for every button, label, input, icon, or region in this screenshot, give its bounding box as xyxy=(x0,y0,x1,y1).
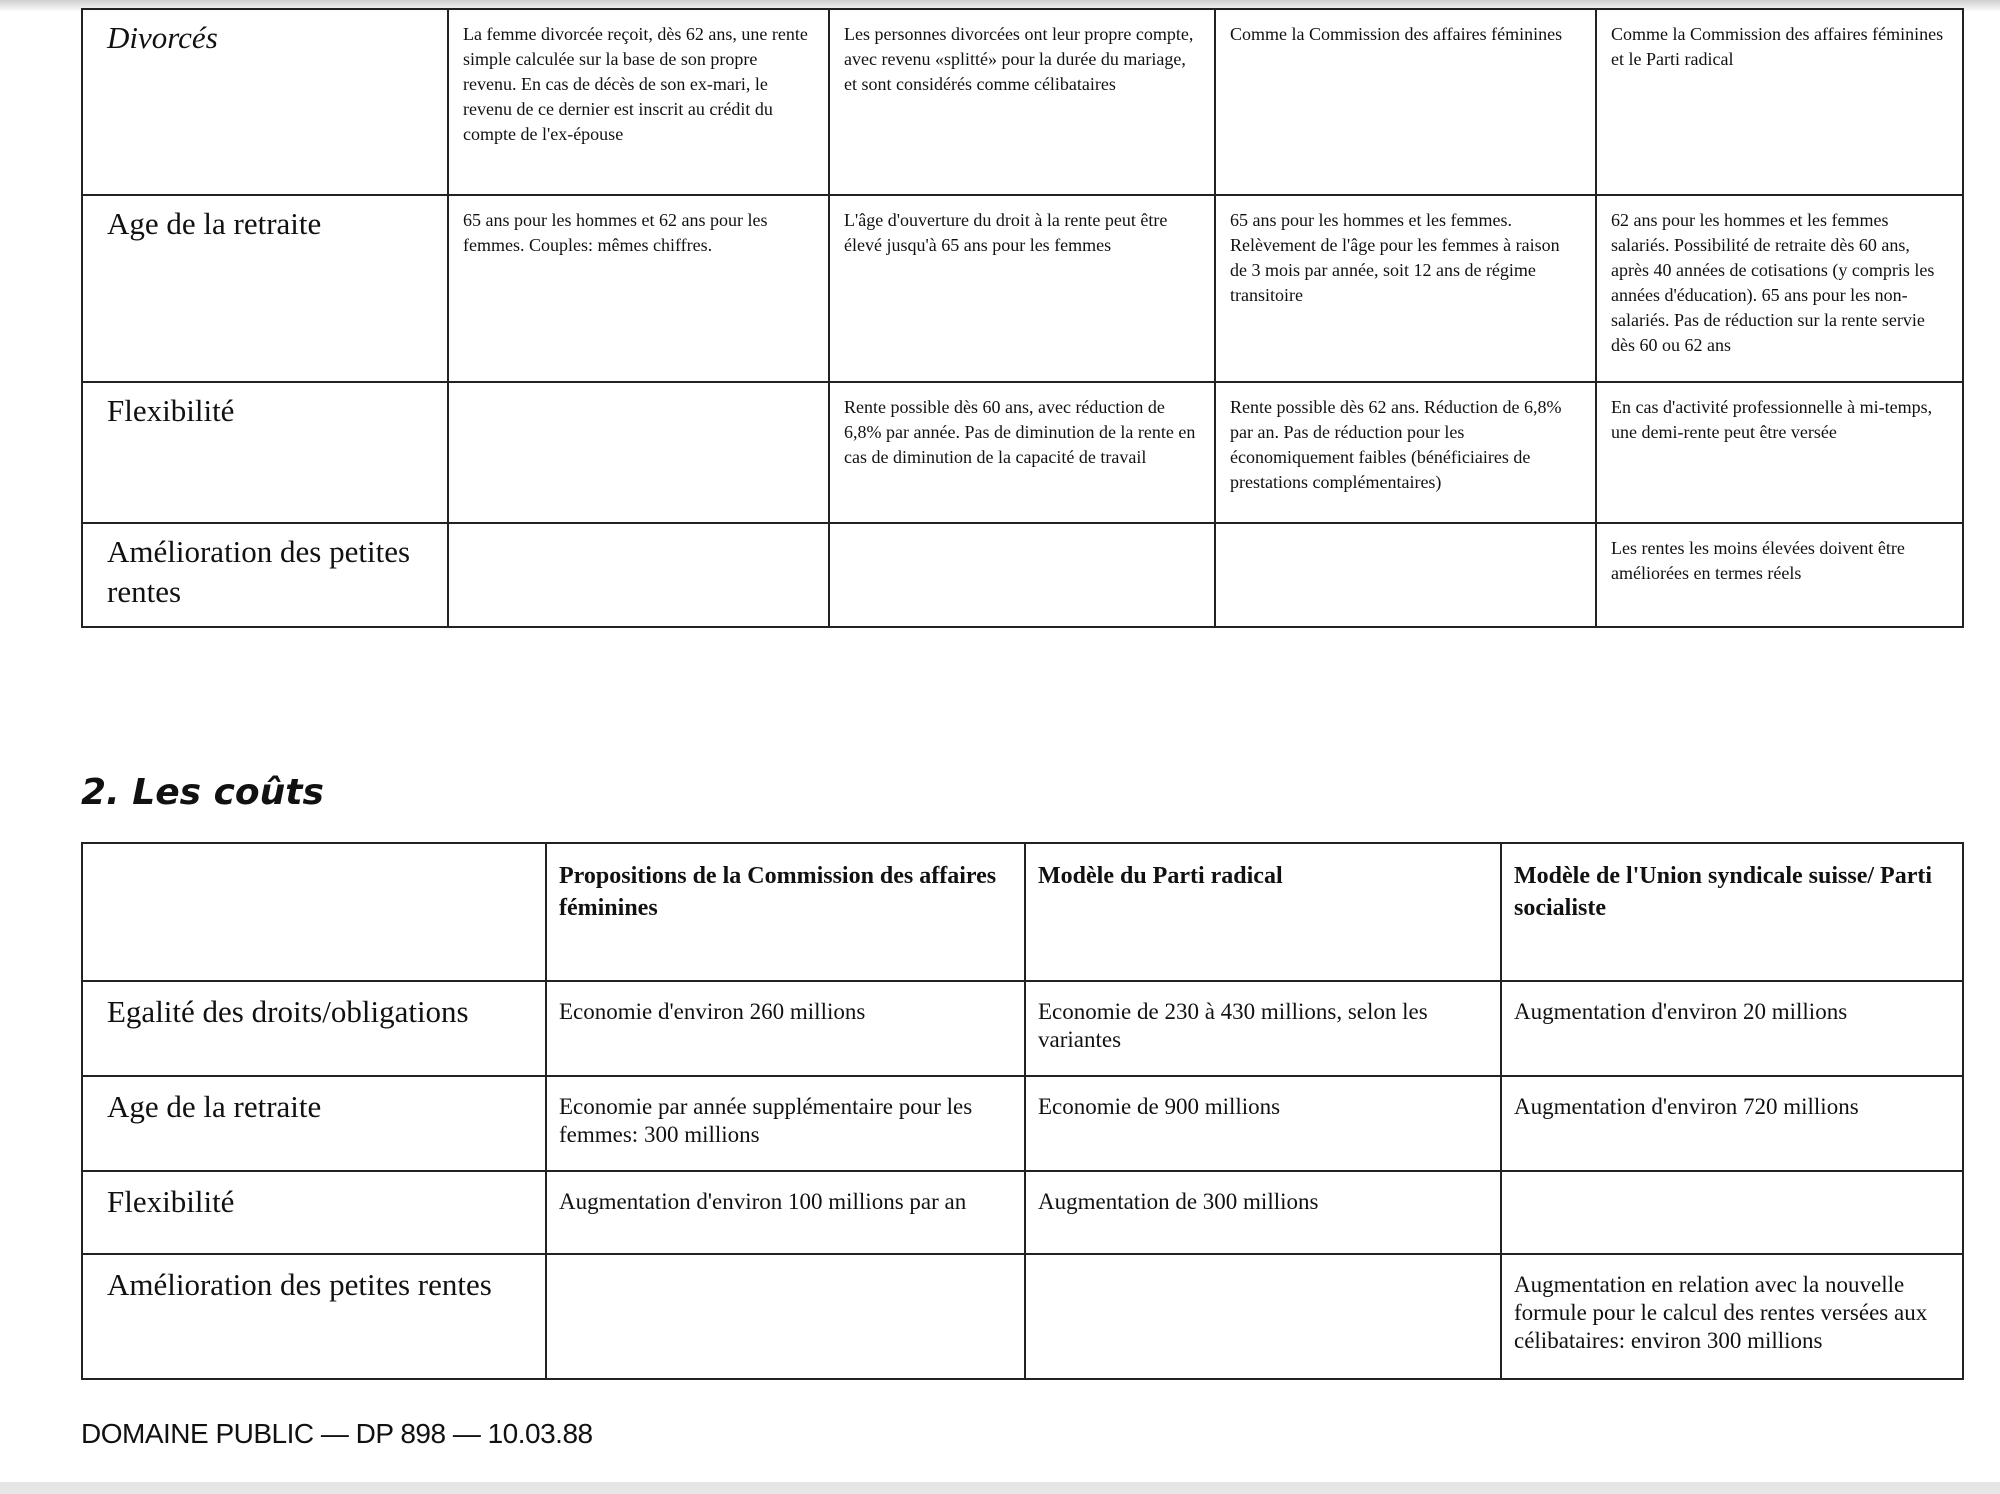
table-row xyxy=(82,523,1963,627)
costs-table xyxy=(81,842,1964,1380)
table-cell: En cas d'activité professionnelle à mi-temps, une demi-rente peut être versée xyxy=(1596,382,1963,523)
table-row xyxy=(82,195,1963,382)
table-cell: Augmentation en relation avec la nouvelle formule pour le calcul des rentes versées aux célibataires: environ 300 millions xyxy=(1501,1254,1963,1379)
table-cell xyxy=(1501,1171,1963,1254)
row-label: Flexibilité xyxy=(82,1171,546,1254)
table-row xyxy=(82,382,1963,523)
table-cell xyxy=(448,523,829,627)
table-header-row xyxy=(82,843,1963,981)
table-cell: Rente possible dès 62 ans. Réduction de 6,8% par an. Pas de réduction pour les économiquement faibles (bénéficiaires de prestations complémentaires) xyxy=(1215,382,1596,523)
table-cell xyxy=(546,1254,1025,1379)
row-label: Egalité des droits/obligations xyxy=(82,981,546,1076)
table-row xyxy=(82,1076,1963,1171)
row-label: Flexibilité xyxy=(82,382,448,523)
table-cell: 62 ans pour les hommes et les femmes salariés. Possibilité de retraite dès 60 ans, après 40 années de cotisations (y compris les années d'éducation). 65 ans pour les non-salariés. Pas de réduction sur la rente servie dès 60 ou 62 ans xyxy=(1596,195,1963,382)
table-cell: Comme la Commission des affaires féminines et le Parti radical xyxy=(1596,9,1963,195)
table-cell: Economie de 900 millions xyxy=(1025,1076,1501,1171)
header-cell: Modèle du Parti radical xyxy=(1025,843,1501,981)
header-cell xyxy=(82,843,546,981)
table-cell: 65 ans pour les hommes et les femmes. Relèvement de l'âge pour les femmes à raison de 3 mois par année, soit 12 ans de régime transitoire xyxy=(1215,195,1596,382)
table-cell: Rente possible dès 60 ans, avec réduction de 6,8% par année. Pas de diminution de la rente en cas de diminution de la capacité de travail xyxy=(829,382,1215,523)
table-cell xyxy=(1215,523,1596,627)
row-label: Amélioration des petites rentes xyxy=(82,1254,546,1379)
table-cell xyxy=(448,382,829,523)
row-label: Age de la retraite xyxy=(82,195,448,382)
table-cell: Augmentation de 300 millions xyxy=(1025,1171,1501,1254)
table-row xyxy=(82,1171,1963,1254)
table-row xyxy=(82,9,1963,195)
table-cell: Les rentes les moins élevées doivent être améliorées en termes réels xyxy=(1596,523,1963,627)
table-cell: Les personnes divorcées ont leur propre compte, avec revenu «splitté» pour la durée du mariage, et sont considérés comme célibataires xyxy=(829,9,1215,195)
table-cell: Economie d'environ 260 millions xyxy=(546,981,1025,1076)
header-cell: Propositions de la Commission des affaires féminines xyxy=(546,843,1025,981)
table-cell: L'âge d'ouverture du droit à la rente peut être élevé jusqu'à 65 ans pour les femmes xyxy=(829,195,1215,382)
page-footer: DOMAINE PUBLIC — DP 898 — 10.03.88 xyxy=(81,1418,593,1449)
page-bottom-edge xyxy=(0,1482,2000,1494)
table-cell xyxy=(829,523,1215,627)
table-cell xyxy=(1025,1254,1501,1379)
table-cell: Augmentation d'environ 20 millions xyxy=(1501,981,1963,1076)
table-cell: 65 ans pour les hommes et 62 ans pour les femmes. Couples: mêmes chiffres. xyxy=(448,195,829,382)
table-row xyxy=(82,981,1963,1076)
row-label: Amélioration des petites rentes xyxy=(82,523,448,627)
row-label: Age de la retraite xyxy=(82,1076,546,1171)
table-cell: Economie de 230 à 430 millions, selon les variantes xyxy=(1025,981,1501,1076)
table-row xyxy=(82,1254,1963,1379)
section-title: 2. Les coûts xyxy=(81,772,324,813)
table-cell: Augmentation d'environ 720 millions xyxy=(1501,1076,1963,1171)
table-cell: Economie par année supplémentaire pour les femmes: 300 millions xyxy=(546,1076,1025,1171)
table-cell: Comme la Commission des affaires féminines xyxy=(1215,9,1596,195)
table-cell: La femme divorcée reçoit, dès 62 ans, une rente simple calculée sur la base de son propre revenu. En cas de décès de son ex-mari, le revenu de ce dernier est inscrit au crédit du compte de l'ex-épouse xyxy=(448,9,829,195)
row-label: Divorcés xyxy=(82,9,448,195)
header-cell: Modèle de l'Union syndicale suisse/ Parti socialiste xyxy=(1501,843,1963,981)
comparison-table-continued xyxy=(81,8,1964,628)
table-cell: Augmentation d'environ 100 millions par an xyxy=(546,1171,1025,1254)
